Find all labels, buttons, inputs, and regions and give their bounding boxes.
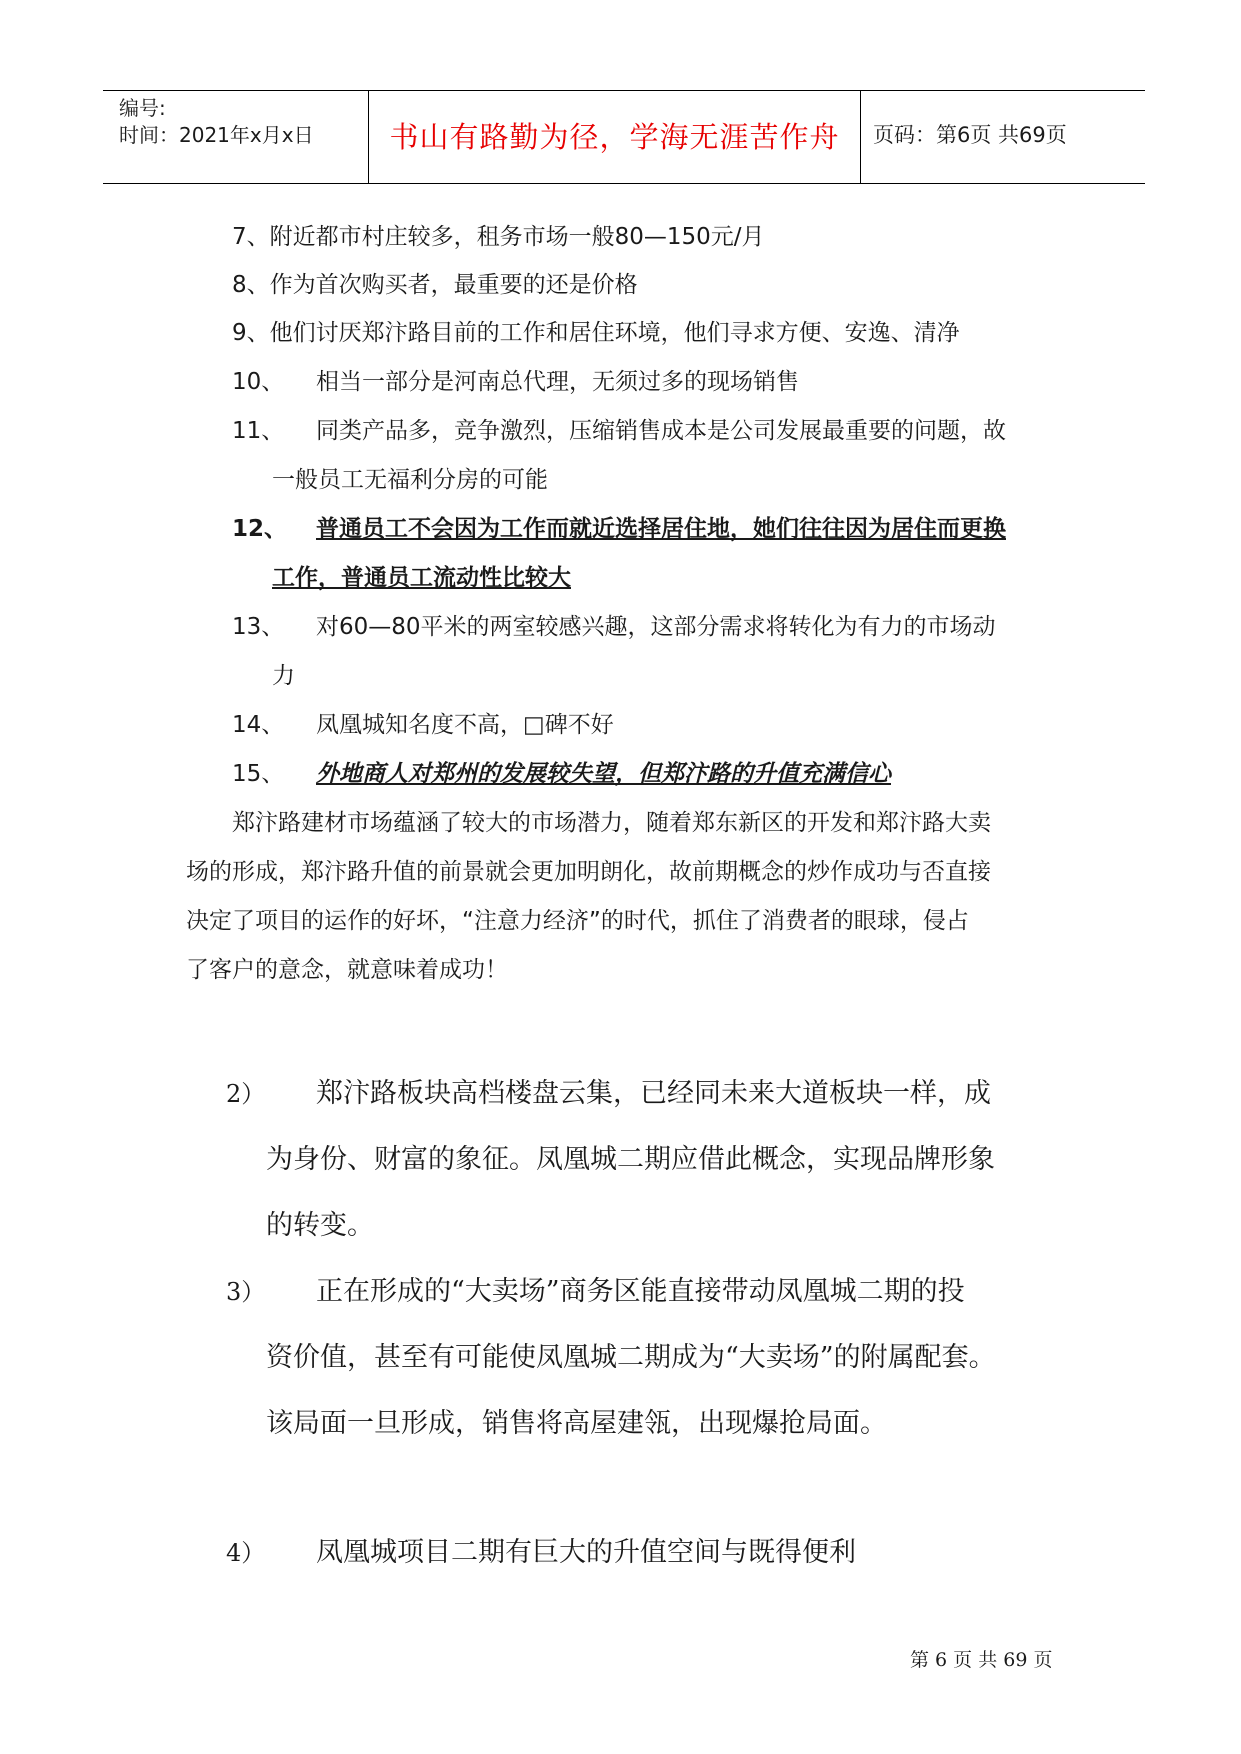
point-line: 郑汴路板块高档楼盘云集，已经同未来大道板块一样，成	[316, 1078, 991, 1109]
list-item-continuation: 力	[272, 663, 295, 689]
header-motto: 书山有路勤为径，学海无涯苦作舟	[389, 120, 840, 154]
list-item-continuation: 工作，普通员工流动性比较大	[272, 565, 571, 591]
list-item-number: 10、	[232, 369, 285, 395]
list-item-number: 15、	[232, 761, 285, 787]
list-item: 7、附近都市村庄较多，租务市场一般80—150元/月	[232, 224, 765, 250]
point-line: 为身份、财富的象征。凤凰城二期应借此概念，实现品牌形象	[266, 1144, 995, 1175]
paragraph-line: 决定了项目的运作的好坏，“注意力经济”的时代，抓住了消费者的眼球，侵占	[186, 908, 969, 934]
list-item-number: 12、	[232, 516, 288, 542]
header-meta	[119, 95, 314, 149]
time-label: 时间：2021年x月x日	[119, 123, 314, 147]
list-item-emphasis: 外地商人对郑州的发展较失望，但郑汴路的升值充满信心	[316, 761, 891, 787]
point-number: 2）	[226, 1080, 266, 1108]
list-item-number: 14、	[232, 712, 285, 738]
list-item-continuation: 一般员工无福利分房的可能	[272, 467, 548, 493]
list-item: 相当一部分是河南总代理，无须过多的现场销售	[316, 369, 799, 395]
point-line: 正在形成的“大卖场”商务区能直接带动凤凰城二期的投	[316, 1276, 965, 1307]
page-header	[103, 90, 1145, 184]
list-item-emphasis: 普通员工不会因为工作而就近选择居住地，她们往往因为居住而更换	[316, 516, 1006, 542]
list-item-number: 13、	[232, 614, 285, 640]
paragraph-line: 郑汴路建材市场蕴涵了较大的市场潜力，随着郑东新区的开发和郑汴路大卖	[232, 810, 991, 836]
paragraph-line: 场的形成，郑汴路升值的前景就会更加明朗化，故前期概念的炒作成功与否直接	[186, 859, 991, 885]
list-item-number: 11、	[232, 418, 285, 444]
page-footer: 第 6 页 共 69 页	[910, 1649, 1053, 1671]
list-item: 对60—80平米的两室较感兴趣，这部分需求将转化为有力的市场动	[316, 614, 996, 640]
paragraph-line: 了客户的意念，就意味着成功！	[186, 957, 508, 983]
list-item: 8、作为首次购买者，最重要的还是价格	[232, 272, 638, 298]
list-item: 凤凰城知名度不高，□碑不好	[316, 712, 614, 738]
header-page-info: 页码：第6页 共69页	[873, 123, 1067, 147]
point-line: 资价值，甚至有可能使凤凰城二期成为“大卖场”的附属配套。	[266, 1342, 996, 1373]
point-line: 凤凰城项目二期有巨大的升值空间与既得便利	[316, 1537, 856, 1568]
header-divider	[860, 91, 861, 183]
point-number: 4）	[226, 1539, 266, 1567]
serial-label: 编号:	[119, 96, 166, 120]
point-line: 的转变。	[266, 1210, 374, 1241]
point-line: 该局面一旦形成，销售将高屋建瓴，出现爆抢局面。	[266, 1408, 887, 1439]
list-item: 同类产品多，竞争激烈，压缩销售成本是公司发展最重要的问题，故	[316, 418, 1006, 444]
list-item: 9、他们讨厌郑汴路目前的工作和居住环境，他们寻求方便、安逸、清净	[232, 320, 960, 346]
point-number: 3）	[226, 1278, 266, 1306]
